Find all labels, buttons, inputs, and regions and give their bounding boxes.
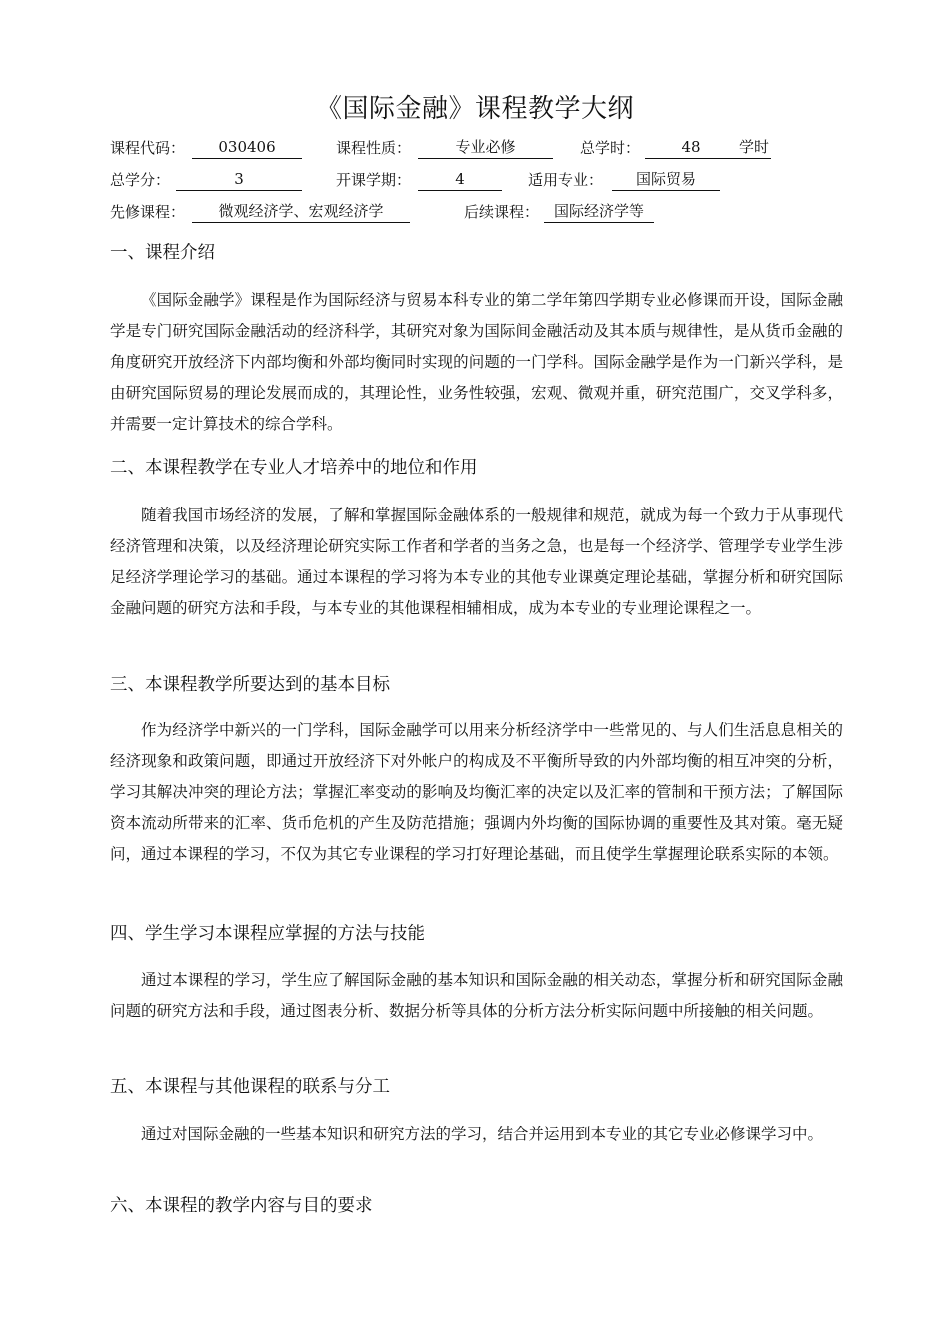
section-body-4: 通过本课程的学习，学生应了解国际金融的基本知识和国际金融的相关动态，掌握分析和研究国际金融问题的研究方法和手段，通过图表分析、数据分析等具体的分析方法分析实际问题中所接触的相关问题。	[110, 971, 843, 1020]
section-heading-2: 二、本课程教学在专业人才培养中的地位和作用	[110, 458, 478, 478]
prereq-value: 微观经济学、宏观经济学	[192, 200, 410, 223]
section-body-2: 随着我国市场经济的发展，了解和掌握国际金融体系的一般规律和规范，就成为每一个致力于从事现代经济管理和决策，以及经济理论研究实际工作者和学者的当务之急，也是每一个经济学、管理学专业学生涉足经济学理论学习的基础。通过本课程的学习将为本专业的其他专业课奠定理论基础，掌握分析和研究国际金融问题的研究方法和手段，与本专业的其他课程相辅相成，成为本专业的专业理论课程之一。	[110, 506, 843, 617]
course-code-label: 课程代码：	[110, 139, 186, 157]
major-label: 适用专业：	[528, 171, 604, 189]
major-value: 国际贸易	[612, 168, 720, 191]
semester-value: 4	[418, 168, 502, 191]
section-body-3: 作为经济学中新兴的一门学科，国际金融学可以用来分析经济学中一些常见的、与人们生活息息相关的经济现象和政策问题，即通过开放经济下对外帐户的构成及不平衡所导致的内外部均衡的相互冲突的分析，学习其解决冲突的理论方法；掌握汇率变动的影响及均衡汇率的决定以及汇率的管制和干预方法；了解国际资本流动所带来的汇率、货币危机的产生及防范措施；强调内外均衡的国际协调的重要性及其对策。毫无疑问，通过本课程的学习，不仅为其它专业课程的学习打好理论基础，而且使学生掌握理论联系实际的本领。	[110, 721, 843, 863]
section-heading-3: 三、本课程教学所要达到的基本目标	[110, 675, 390, 695]
meta-row-2	[110, 168, 850, 192]
followup-label: 后续课程：	[464, 203, 540, 221]
course-nature-label: 课程性质：	[336, 139, 412, 157]
followup-value: 国际经济学等	[544, 200, 654, 223]
course-code-value: 030406	[192, 136, 302, 159]
page-title: 《国际金融》课程教学大纲	[315, 94, 634, 124]
credits-value: 3	[176, 168, 302, 191]
meta-row-1	[110, 136, 850, 160]
total-hours-label: 总学时：	[580, 139, 641, 157]
section-heading-6: 六、本课程的教学内容与目的要求	[110, 1196, 373, 1216]
section-heading-5: 五、本课程与其他课程的联系与分工	[110, 1077, 390, 1097]
section-heading-1: 一、课程介绍	[110, 243, 215, 263]
course-nature-value: 专业必修	[418, 136, 553, 159]
meta-row-3	[110, 200, 850, 224]
prereq-label: 先修课程：	[110, 203, 186, 221]
credits-label: 总学分：	[110, 171, 171, 189]
hours-unit: 学时	[737, 136, 771, 159]
section-body-5: 通过对国际金融的一些基本知识和研究方法的学习，结合并运用到本专业的其它专业必修课学习中。	[141, 1125, 824, 1143]
semester-label: 开课学期：	[336, 171, 412, 189]
total-hours-value: 48	[645, 136, 737, 159]
section-heading-4: 四、学生学习本课程应掌握的方法与技能	[110, 924, 425, 944]
section-body-1: 《国际金融学》课程是作为国际经济与贸易本科专业的第二学年第四学期专业必修课而开设，国际金融学是专门研究国际金融活动的经济科学，其研究对象为国际间金融活动及其本质与规律性，是从货币金融的角度研究开放经济下内部均衡和外部均衡同时实现的问题的一门学科。国际金融学是作为一门新兴学科，是由研究国际贸易的理论发展而成的，其理论性，业务性较强，宏观、微观并重，研究范围广，交叉学科多，并需要一定计算技术的综合学科。	[110, 291, 843, 433]
